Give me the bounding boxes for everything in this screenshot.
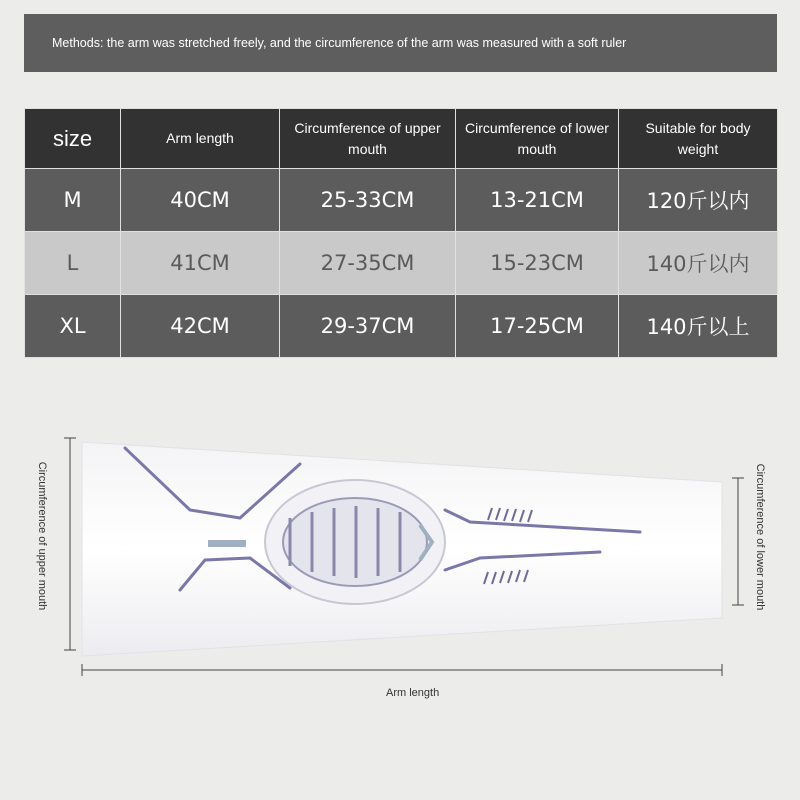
size-cell: M — [25, 169, 121, 232]
size-cell: L — [25, 232, 121, 295]
size-cell: XL — [25, 295, 121, 358]
lower-circumference-label: Circumference of lower mouth — [754, 463, 766, 611]
arm-sleeve-diagram — [0, 360, 800, 800]
table-header-row — [25, 109, 778, 169]
methods-note: Methods: the arm was stretched freely, and the circumference of the arm was measured with a soft ruler — [52, 36, 627, 50]
header-lower-circumference: Circumference of lower mouth — [456, 109, 619, 169]
body-weight-cell: 140斤以上 — [619, 295, 778, 358]
header-upper-circumference: Circumference of upper mouth — [280, 109, 456, 169]
body-weight-cell: 140斤以内 — [619, 232, 778, 295]
header-body-weight: Suitable for body weight — [619, 109, 778, 169]
arm-length-cell: 42CM — [121, 295, 280, 358]
methods-banner — [24, 14, 777, 72]
upper-circumference-dimension — [64, 438, 76, 650]
lower-circumference-cell: 13-21CM — [456, 169, 619, 232]
table-row — [25, 232, 778, 295]
header-arm-length: Arm length — [121, 109, 280, 169]
upper-circumference-label: Circumference of upper mouth — [36, 461, 48, 611]
lower-circumference-dimension — [732, 478, 744, 605]
upper-circumference-cell: 27-35CM — [280, 232, 456, 295]
size-chart-table — [24, 108, 778, 358]
upper-circumference-cell: 29-37CM — [280, 295, 456, 358]
lower-circumference-cell: 15-23CM — [456, 232, 619, 295]
table-row — [25, 295, 778, 358]
arm-length-label: Arm length — [386, 687, 440, 699]
arm-length-dimension — [82, 664, 722, 676]
body-weight-cell: 120斤以内 — [619, 169, 778, 232]
lower-circumference-cell: 17-25CM — [456, 295, 619, 358]
arm-length-cell: 41CM — [121, 232, 280, 295]
upper-circumference-cell: 25-33CM — [280, 169, 456, 232]
table-row — [25, 169, 778, 232]
header-size: size — [25, 109, 121, 169]
arm-length-cell: 40CM — [121, 169, 280, 232]
